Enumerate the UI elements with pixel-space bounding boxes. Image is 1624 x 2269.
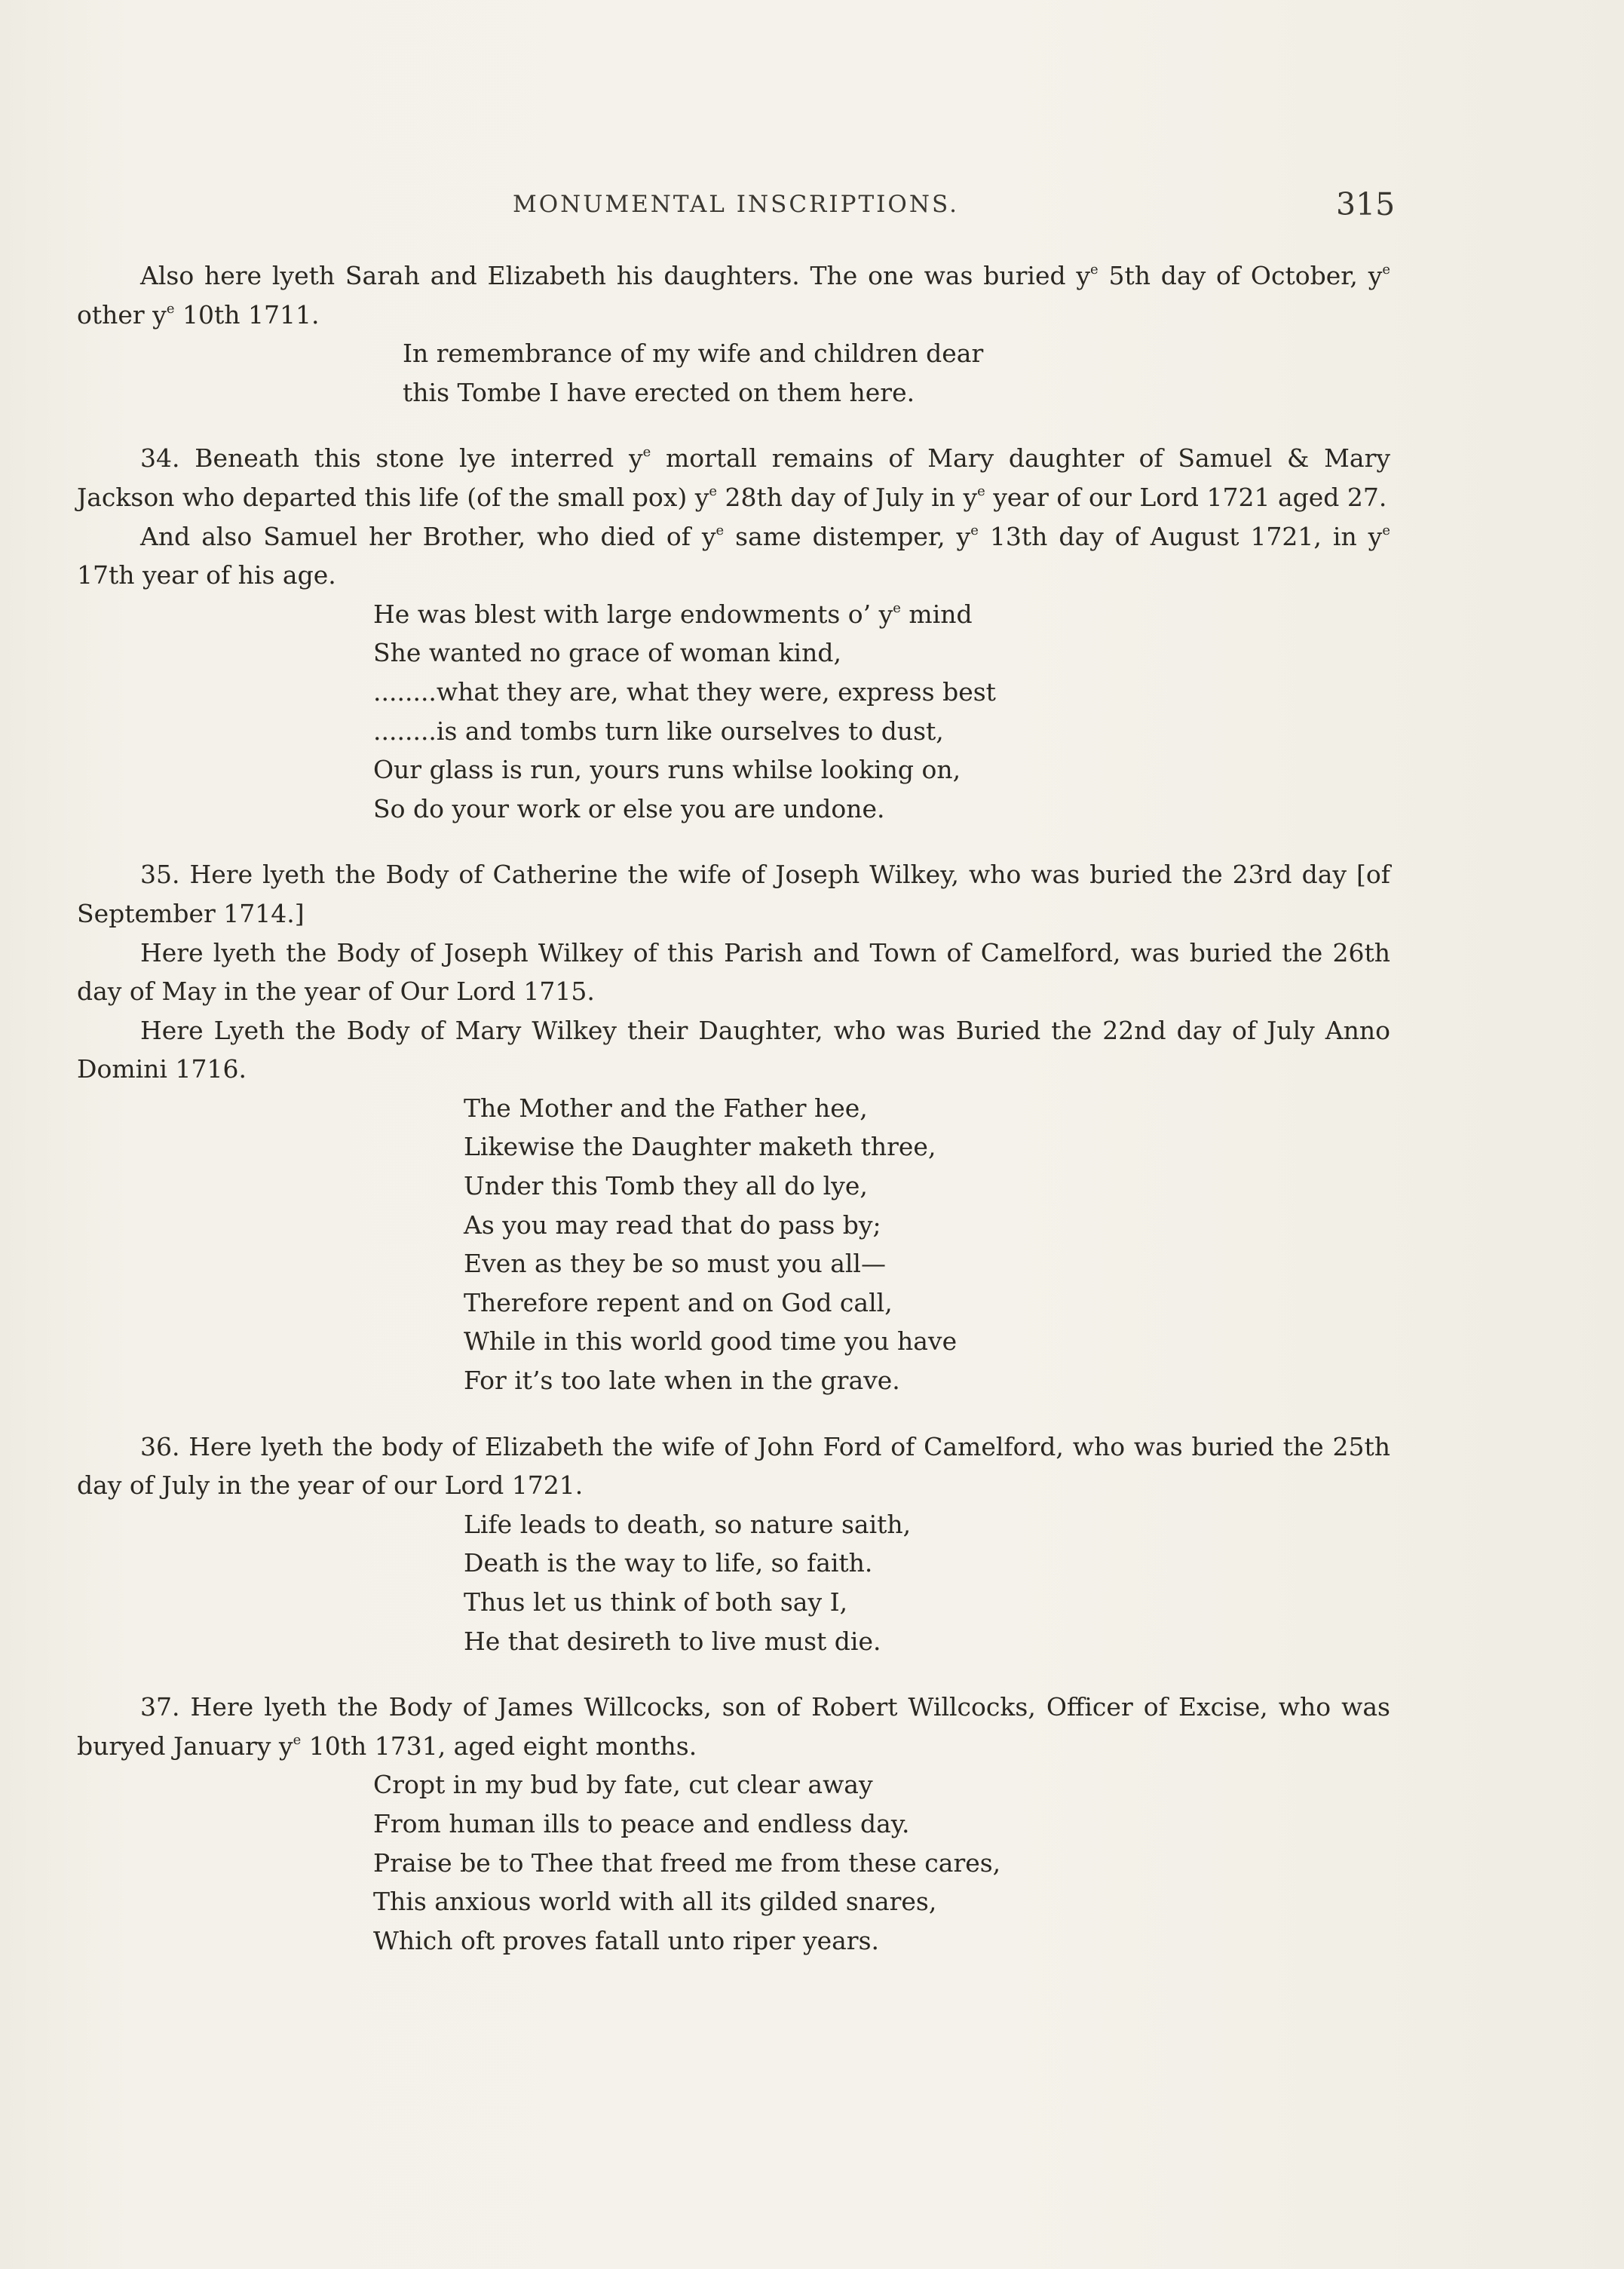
verse-line: ........is and tombs turn like ourselves to dust, bbox=[373, 716, 944, 746]
verse-line: this Tombe I have erected on them here. bbox=[403, 377, 915, 407]
verse-entry-35 bbox=[77, 1089, 1390, 1400]
paragraph-entry-34: 34. Beneath this stone lye interred $y^e$ mortall remains of Mary daughter of Samuel & Mary Jackson who departed this life (of the small pox) $y^e$ 28th day of July in $y^e$ year of our Lord 1721 aged 27. bbox=[77, 443, 1390, 512]
paragraph-entry-35: 35. Here lyeth the Body of Catherine the wife of Joseph Wilkey, who was buried the 23rd day [of September 1714.] bbox=[77, 860, 1390, 928]
verse-intro bbox=[77, 334, 1390, 412]
verse-line: Therefore repent and on God call, bbox=[464, 1287, 893, 1317]
verse-line: In remembrance of my wife and children dear bbox=[403, 339, 984, 369]
verse-line: Likewise the Daughter maketh three, bbox=[464, 1132, 936, 1162]
verse-line: Even as they be so must you all— bbox=[464, 1249, 886, 1279]
paragraph-entry-35-mary: Here Lyeth the Body of Mary Wilkey their Daughter, who was Buried the 22nd day of July Anno Domini 1716. bbox=[77, 1015, 1390, 1084]
paragraph-entry-35-joseph: Here lyeth the Body of Joseph Wilkey of this Parish and Town of Camelford, was buried the 26th day of May in the year of Our Lord 1715. bbox=[77, 937, 1390, 1007]
verse-line: Death is the way to life, so faith. bbox=[464, 1548, 873, 1578]
verse-line: Under this Tomb they all do lye, bbox=[464, 1171, 868, 1201]
verse-line: Our glass is run, yours runs whilse looking on, bbox=[373, 755, 961, 785]
verse-line: Cropt in my bud by fate, cut clear away bbox=[373, 1770, 873, 1800]
page-header bbox=[0, 186, 1624, 228]
verse-line: So do your work or else you are undone. bbox=[373, 793, 885, 823]
paragraph-entry-34-samuel: And also Samuel her Brother, who died of $y^e$ same distemper, $y^e$ 13th day of August 1721, in $y^e$ 17th year of his age. bbox=[77, 521, 1390, 590]
verse-line: From human ills to peace and endless day. bbox=[373, 1808, 910, 1838]
verse-line: For it’s too late when in the grave. bbox=[464, 1366, 900, 1396]
verse-line: As you may read that do pass by; bbox=[464, 1210, 881, 1240]
page-number: 315 bbox=[1336, 186, 1396, 222]
verse-entry-36 bbox=[77, 1505, 1390, 1660]
verse-entry-37 bbox=[77, 1765, 1390, 1960]
verse-line: The Mother and the Father hee, bbox=[464, 1093, 868, 1123]
verse-line: She wanted no grace of woman kind, bbox=[373, 638, 841, 668]
verse-entry-34 bbox=[77, 595, 1390, 829]
paragraph-intro: Also here lyeth Sarah and Elizabeth his daughters. The one was buried $y^e$ 5th day of October, $y^e$ other $y^e$ 10th 1711. bbox=[77, 261, 1390, 330]
verse-line: He was blest with large endowments o’ $y^e$ mind bbox=[373, 599, 973, 629]
paragraph-entry-36: 36. Here lyeth the body of Elizabeth the wife of John Ford of Camelford, who was buried the 25th day of July in the year of our Lord 1721. bbox=[77, 1431, 1390, 1501]
verse-line: Life leads to death, so nature saith, bbox=[464, 1509, 912, 1539]
verse-line: Which oft proves fatall unto riper years. bbox=[373, 1925, 879, 1955]
verse-line: ........what they are, what they were, express best bbox=[373, 676, 996, 707]
verse-line: While in this world good time you have bbox=[464, 1326, 958, 1357]
verse-line: Thus let us think of both say I, bbox=[464, 1587, 848, 1617]
running-title: MONUMENTAL INSCRIPTIONS. bbox=[513, 191, 959, 218]
verse-line: This anxious world with all its gilded snares, bbox=[373, 1887, 937, 1917]
verse-line: He that desireth to live must die. bbox=[464, 1626, 881, 1656]
paragraph-entry-37: 37. Here lyeth the Body of James Willcocks, son of Robert Willcocks, Officer of Excise, who was buryed January $y^e$ 10th 1731, aged eight months. bbox=[77, 1692, 1390, 1761]
page-body bbox=[77, 256, 1390, 1960]
verse-line: Praise be to Thee that freed me from these cares, bbox=[373, 1847, 1001, 1878]
